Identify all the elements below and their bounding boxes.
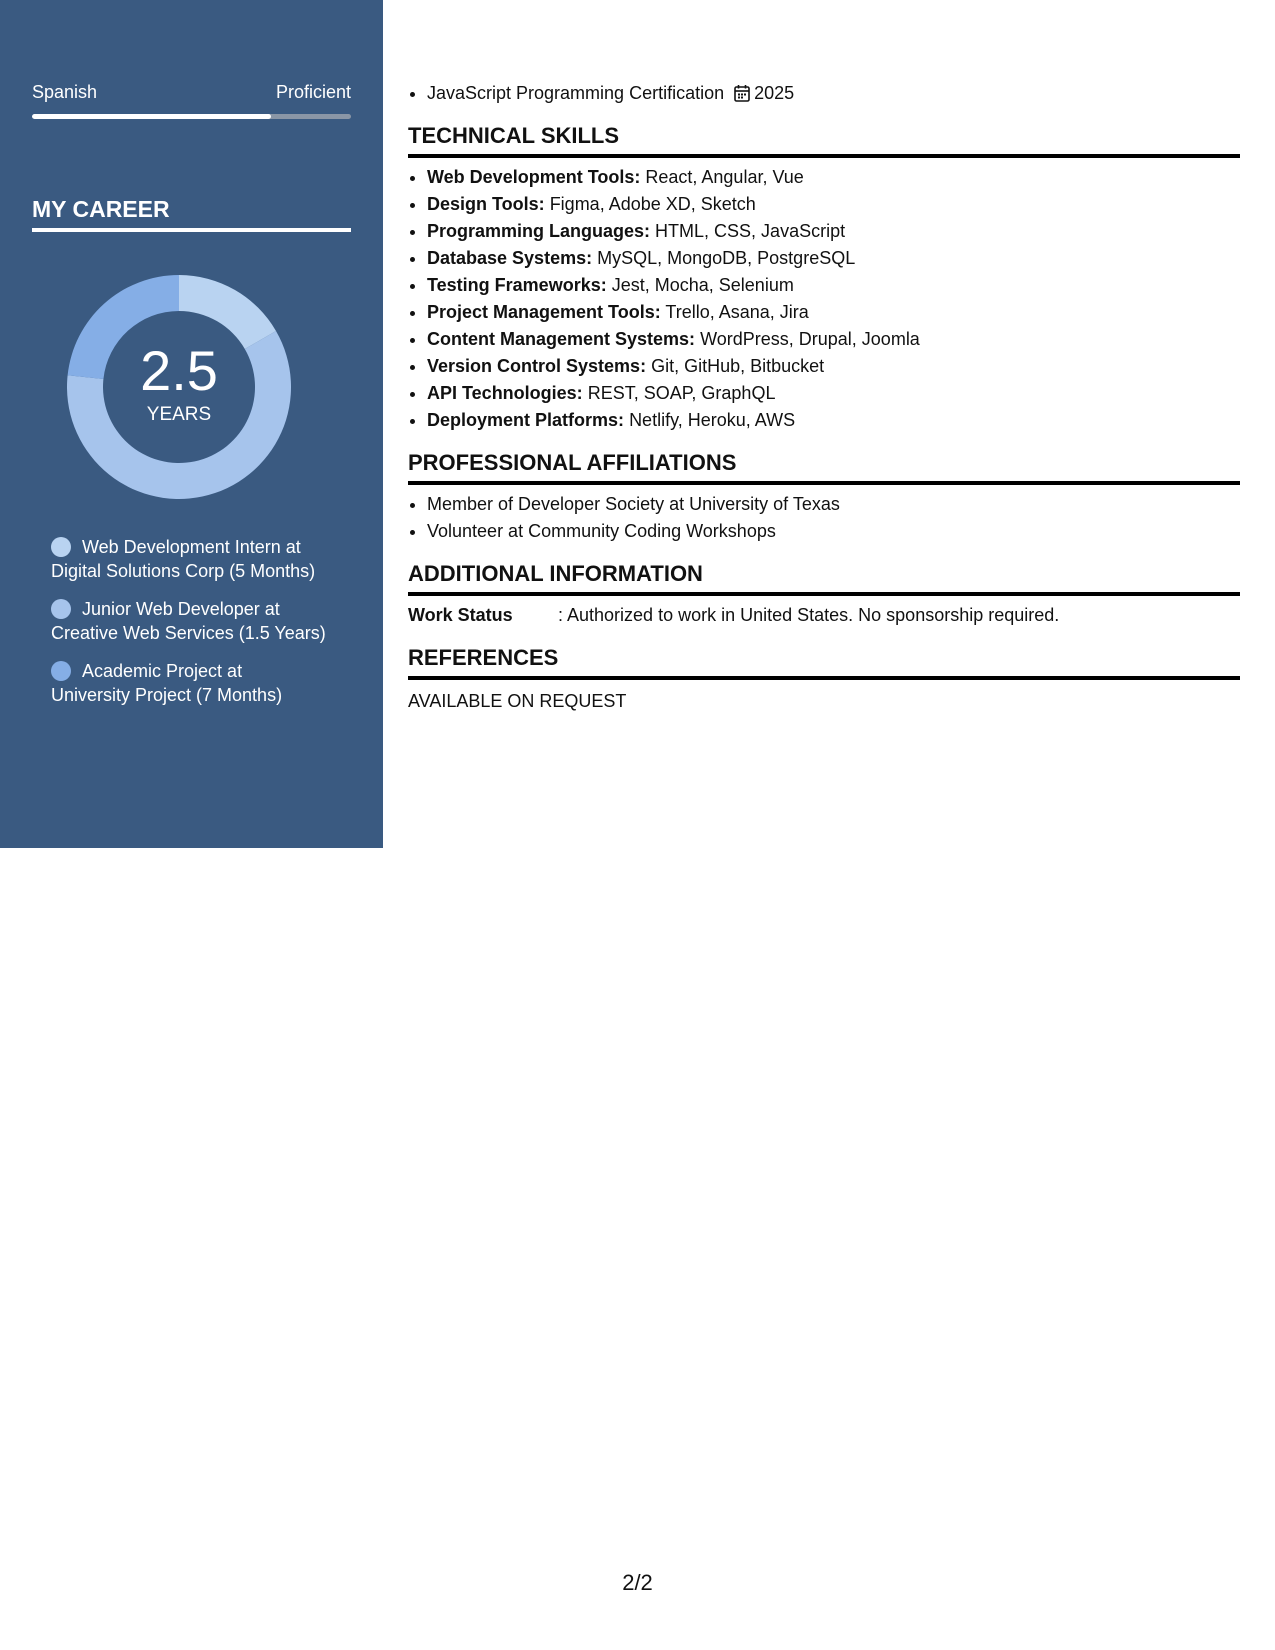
affiliation-item: • Volunteer at Community Coding Workshops — [427, 518, 1240, 545]
skill-item — [427, 218, 1240, 245]
career-item-text: Academic Project at University Project (7 Months) — [51, 661, 283, 705]
additional-info-title: ADDITIONAL INFORMATION — [408, 561, 1240, 596]
skill-label: Version Control Systems: — [427, 356, 647, 376]
skill-value: MySQL, MongoDB, PostgreSQL — [597, 248, 856, 268]
donut-center — [67, 275, 291, 499]
skill-label: Design Tools: — [427, 194, 545, 214]
skill-value: Figma, Adobe XD, Sketch — [549, 194, 756, 214]
skill-value: Trello, Asana, Jira — [665, 302, 809, 322]
language-row — [32, 82, 351, 103]
skill-item — [427, 407, 1240, 434]
technical-skills-list — [408, 164, 1240, 434]
skill-label: Database Systems: — [427, 248, 593, 268]
legend-dot-icon — [51, 537, 71, 557]
career-item-text: Web Development Intern at Digital Solutions Corp (5 Months) — [51, 537, 316, 581]
work-status-value: : Authorized to work in United States. No sponsorship required. — [558, 605, 1060, 625]
legend-dot-icon — [51, 661, 71, 681]
affiliations-title: PROFESSIONAL AFFILIATIONS — [408, 450, 1240, 485]
work-status-label: Work Status — [408, 605, 513, 625]
skill-item — [427, 326, 1240, 353]
career-item — [51, 597, 326, 645]
career-item — [51, 535, 326, 583]
skill-item — [427, 164, 1240, 191]
certification-list — [408, 80, 1240, 107]
page-number: 2/2 — [622, 1570, 653, 1595]
career-item-text: Junior Web Developer at Creative Web Services (1.5 Years) — [51, 599, 326, 643]
certification-date — [734, 83, 794, 103]
technical-skills-title: TECHNICAL SKILLS — [408, 123, 1240, 158]
references-text: AVAILABLE ON REQUEST — [408, 691, 627, 711]
skill-value: React, Angular, Vue — [645, 167, 804, 187]
career-section-title: MY CAREER — [32, 196, 351, 232]
language-proficiency-bar — [32, 114, 351, 119]
language-name: Spanish — [32, 82, 98, 102]
certification-name: JavaScript Programming Certification — [427, 83, 725, 103]
career-donut-chart — [67, 275, 291, 499]
skill-value: WordPress, Drupal, Joomla — [700, 329, 920, 349]
skill-label: Content Management Systems: — [427, 329, 696, 349]
work-status-row — [408, 602, 1240, 629]
affiliation-item: • Member of Developer Society at University of Texas — [427, 491, 1240, 518]
skill-item — [427, 353, 1240, 380]
certification-item — [427, 80, 1240, 107]
skill-label: Programming Languages: — [427, 221, 651, 241]
skill-item — [427, 191, 1240, 218]
career-list — [51, 535, 326, 721]
calendar-icon — [734, 84, 750, 102]
skill-value: HTML, CSS, JavaScript — [655, 221, 846, 241]
language-proficiency-fill — [32, 114, 271, 119]
skill-value: REST, SOAP, GraphQL — [587, 383, 776, 403]
skill-item — [427, 299, 1240, 326]
skill-label: Deployment Platforms: — [427, 410, 625, 430]
career-item — [51, 659, 326, 707]
skill-value: Jest, Mocha, Selenium — [611, 275, 794, 295]
career-years-value: 2.5 — [140, 339, 218, 402]
affiliations-list — [408, 491, 1240, 545]
language-level: Proficient — [275, 82, 351, 102]
skill-label: API Technologies: — [427, 383, 583, 403]
legend-dot-icon — [51, 599, 71, 619]
career-years-unit: YEARS — [146, 404, 212, 425]
main-content — [408, 80, 1240, 715]
skill-label: Testing Frameworks: — [427, 275, 607, 295]
certification-year: 2025 — [754, 83, 795, 103]
skill-item — [427, 272, 1240, 299]
references-title: REFERENCES — [408, 645, 1240, 680]
skill-value: Netlify, Heroku, AWS — [629, 410, 796, 430]
sidebar — [0, 0, 383, 848]
skill-label: Web Development Tools: — [427, 167, 641, 187]
skill-item — [427, 245, 1240, 272]
skill-value: Git, GitHub, Bitbucket — [651, 356, 825, 376]
skill-item — [427, 380, 1240, 407]
skill-label: Project Management Tools: — [427, 302, 661, 322]
